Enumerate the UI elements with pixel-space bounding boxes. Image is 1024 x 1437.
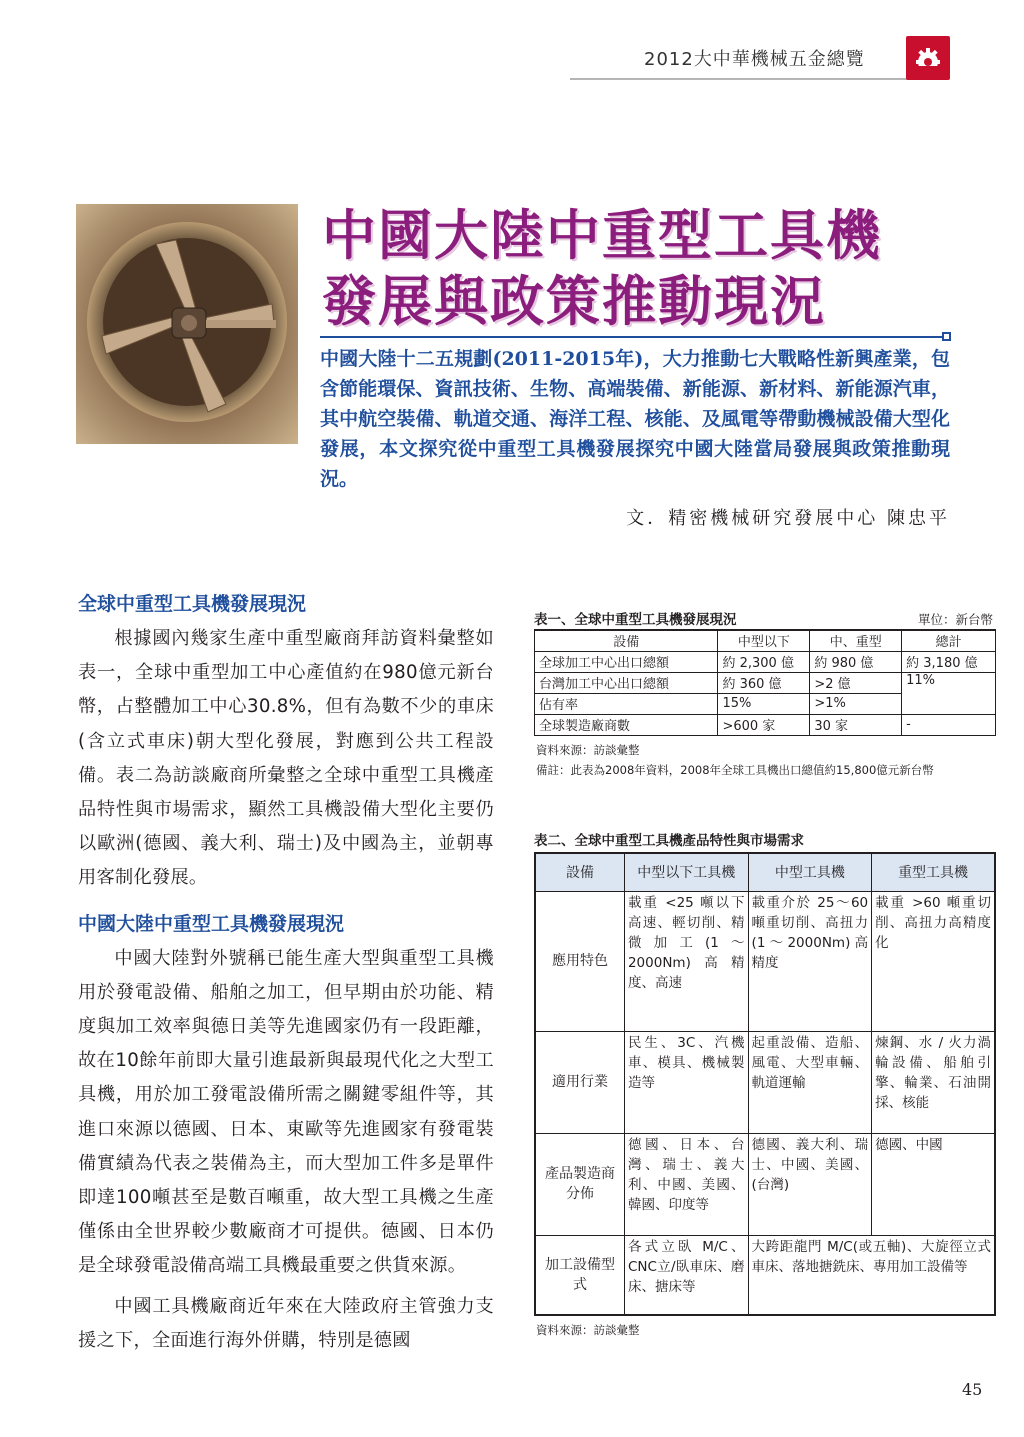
table2-header: 中型工具機 bbox=[748, 853, 872, 891]
table1-source: 資料來源：訪談彙整 bbox=[536, 743, 640, 757]
abstract-rule-marker bbox=[942, 332, 951, 341]
row-header: 應用特色 bbox=[535, 891, 624, 1031]
article-abstract: 中國大陸十二五規劃(2011-2015年)，大力推動七大戰略性新興產業，包含節能環保、資訊技術、生物、高端裝備、新能源、新材料、新能源汽車，其中航空裝備、軌道交通、海洋工程、核能、及風電等帶動機械設備大型化發展，本文探究從中重型工具機發展探究中國大陸當局發展與政策推動現況。 bbox=[320, 348, 950, 490]
table-cell: 煉鋼、水 / 火力渦輪設備、船舶引擎、輪業、石油開採、核能 bbox=[872, 1031, 995, 1133]
table2-caption: 表二、全球中重型工具機產品特性與市場需求 bbox=[534, 833, 804, 849]
table1-remark: 備註：此表為2008年資料，2008年全球工具機出口總值約15,800億元新台幣 bbox=[536, 763, 934, 777]
table2 bbox=[534, 852, 996, 1316]
row-header: 產品製造商分佈 bbox=[535, 1133, 624, 1235]
table-cell: >600 家 bbox=[718, 714, 810, 735]
table-cell: - bbox=[902, 714, 996, 735]
table2-source: 資料來源：訪談彙整 bbox=[536, 1323, 640, 1337]
table1-caption: 表一、全球中重型工具機發展現況 bbox=[534, 612, 737, 628]
table2-header: 中型以下工具機 bbox=[624, 853, 748, 891]
table-cell: 11% bbox=[902, 672, 996, 714]
table1-header: 設備 bbox=[535, 630, 718, 651]
table-row bbox=[535, 1031, 995, 1133]
body-paragraph: 中國大陸對外號稱已能生產大型與重型工具機用於發電設備、船舶之加工，但早期由於功能、精度與加工效率與德日美等先進國家仍有一段距離，故在10餘年前即大量引進最新與最現代化之大型工具機，用於加工發電設備所需之關鍵零組件等，其進口來源以德國、日本、東歐等先進國家有發電裝備實績為代表之裝備為主，而大型加工件多是單件即達100噸甚至是數百噸重，故大型工具機之生產僅係由全世界較少數廠商才可提供。德國、日本仍是全球發電設備高端工具機最重要之供貨來源。 bbox=[78, 947, 494, 1277]
body-paragraph: 根據國內幾家生產中重型廠商拜訪資料彙整如表一，全球中重型加工中心產值約在980億元新台幣，占整體加工中心30.8%，但有為數不少的車床(含立式車床)朝大型化發展，對應到公共工程設備。表二為訪談廠商所彙整之全球中重型工具機產品特性與市場需求，顯然工具機設備大型化主要仍以歐洲(德國、義大利、瑞士)及中國為主，並朝專用客制化發展。 bbox=[78, 628, 494, 889]
table-cell: 全球加工中心出口總額 bbox=[535, 651, 718, 672]
gear-icon bbox=[906, 36, 950, 80]
table-row bbox=[535, 1133, 995, 1235]
table-cell: 約 360 億 bbox=[718, 672, 810, 693]
table-cell: >1% bbox=[810, 693, 902, 714]
abstract-rule bbox=[320, 336, 946, 338]
title-line-1: 中國大陸中重型工具機 bbox=[322, 203, 882, 267]
table-row bbox=[535, 891, 995, 1031]
table-cell: 載重 >60 噸重切削、高扭力高精度化 bbox=[872, 891, 995, 1031]
table-cell: 約 3,180 億 bbox=[902, 651, 996, 672]
table-row bbox=[535, 714, 996, 735]
row-header: 加工設備型式 bbox=[535, 1235, 624, 1315]
table1-unit: 單位：新台幣 bbox=[918, 612, 994, 627]
page-number: 45 bbox=[962, 1380, 983, 1399]
table-cell: 約 2,300 億 bbox=[718, 651, 810, 672]
title-line-2: 發展與政策推動現況 bbox=[322, 269, 826, 333]
table-cell: 德國、中國 bbox=[872, 1133, 995, 1235]
table1-header: 中、重型 bbox=[810, 630, 902, 651]
article-photo-fan bbox=[76, 204, 298, 444]
table-cell: 15% bbox=[718, 693, 810, 714]
row-header: 適用行業 bbox=[535, 1031, 624, 1133]
body-text-column bbox=[78, 590, 494, 1358]
table-cell: 30 家 bbox=[810, 714, 902, 735]
table-cell: 全球製造廠商數 bbox=[535, 714, 718, 735]
table1-header: 中型以下 bbox=[718, 630, 810, 651]
table2-header: 設備 bbox=[535, 853, 624, 891]
publication-title: 2012大中華機械五金總覽 bbox=[644, 49, 865, 70]
section-heading: 全球中重型工具機發展現況 bbox=[78, 593, 307, 615]
table-cell: 德國、日本、台灣、瑞士、義大利、中國、美國、韓國、印度等 bbox=[624, 1133, 748, 1235]
table-cell: 起重設備、造船、風電、大型車輛、軌道運輸 bbox=[748, 1031, 872, 1133]
table-cell: 民生、3C、汽機車、模具、機械製造等 bbox=[624, 1031, 748, 1133]
table-cell: >2 億 bbox=[810, 672, 902, 693]
table-row bbox=[535, 1235, 995, 1315]
running-header bbox=[630, 36, 970, 80]
table-row bbox=[535, 651, 996, 672]
table-cell: 載重介於 25～60 噸重切削、高扭力(1～2000Nm)高精度 bbox=[748, 891, 872, 1031]
body-paragraph: 中國工具機廠商近年來在大陸政府主管強力支援之下，全面進行海外併購，特別是德國 bbox=[78, 1295, 494, 1351]
table-cell: 佔有率 bbox=[535, 693, 718, 714]
table-row bbox=[535, 672, 996, 693]
table-cell: 德國、義大利、瑞士、中國、美國、(台灣) bbox=[748, 1133, 872, 1235]
table-cell: 約 980 億 bbox=[810, 651, 902, 672]
article-title bbox=[322, 202, 962, 334]
table1-header: 總計 bbox=[902, 630, 996, 651]
section-heading: 中國大陸中重型工具機發展現況 bbox=[78, 912, 345, 935]
table-cell: 大跨距龍門 M/C(或五軸)、大旋徑立式車床、落地搪銑床、專用加工設備等 bbox=[748, 1235, 995, 1315]
table-cell: 台灣加工中心出口總額 bbox=[535, 672, 718, 693]
table1 bbox=[534, 629, 996, 736]
table2-header: 重型工具機 bbox=[872, 853, 995, 891]
header-rule bbox=[570, 78, 910, 80]
table-cell: 各式立臥 M/C、CNC立/臥車床、磨床、搪床等 bbox=[624, 1235, 748, 1315]
table-cell: 載重 <25 噸以下高速、輕切削、精微加工(1～2000Nm)高精度、高速 bbox=[624, 891, 748, 1031]
article-author: 文．精密機械研究發展中心 陳忠平 bbox=[626, 508, 950, 529]
